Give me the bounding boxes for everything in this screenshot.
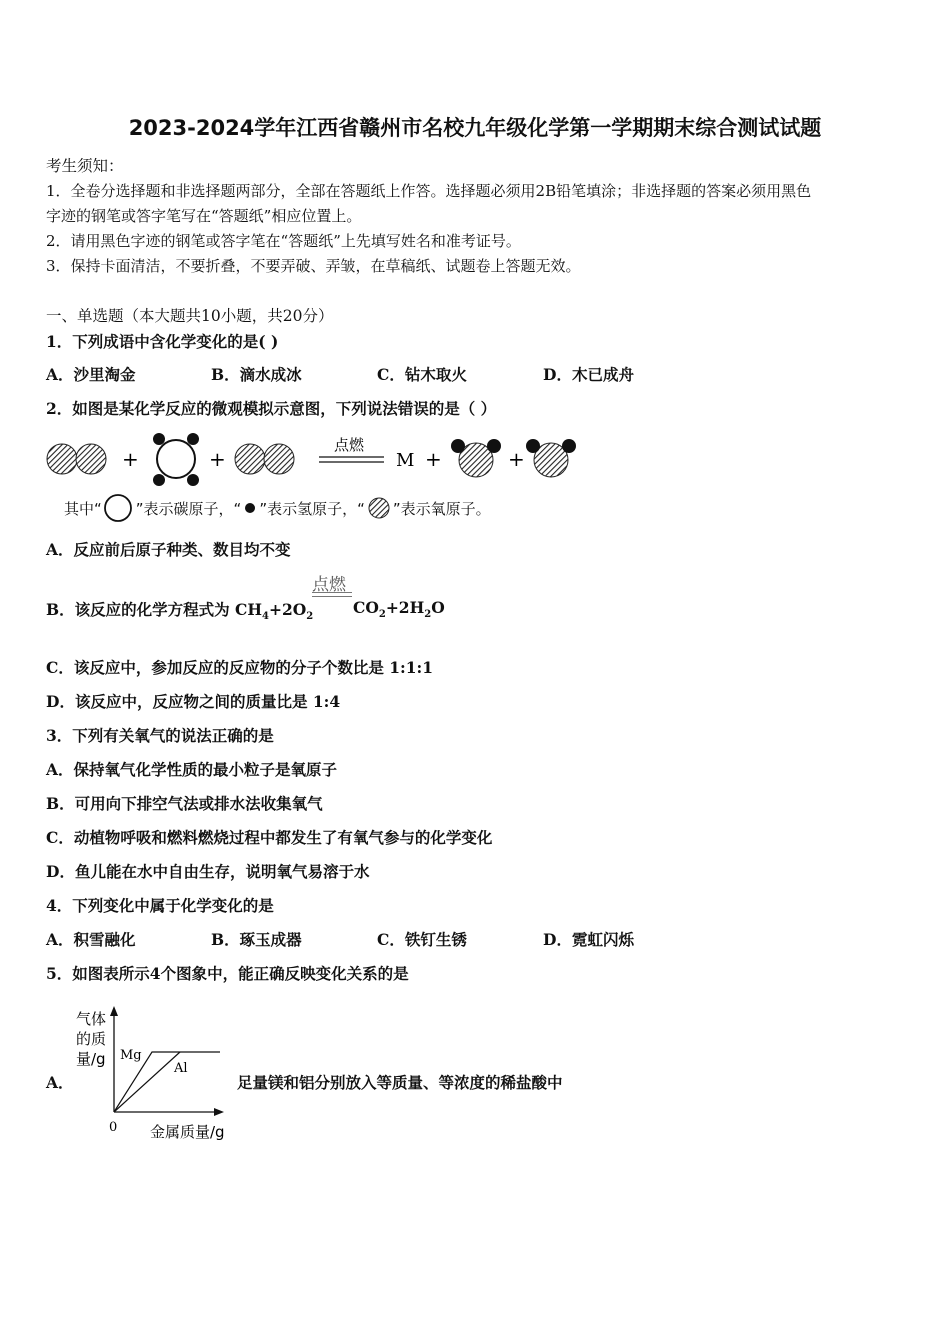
q2-b-sub2: 2 (306, 611, 314, 623)
q5-option-a-text[interactable]: 足量镁和铝分别放入等质量、等浓度的稀盐酸中 (237, 1073, 563, 1092)
q2-option-c[interactable]: C．该反应中，参加反应的反应物的分子个数比是 1:1:1 (46, 658, 434, 677)
q2-option-a[interactable]: A．反应前后原子种类、数目均不变 (46, 540, 291, 559)
graph-ylabel-1: 气体 (76, 1010, 107, 1028)
water-molecule-icon (451, 439, 501, 477)
q2-b-h2: 2 (424, 609, 432, 621)
q2-b-co2: 2 (378, 609, 386, 621)
q5-option-a-label[interactable]: A． (46, 1073, 74, 1092)
graph-origin: 0 (109, 1120, 118, 1135)
q5-graph-a (72, 1004, 242, 1144)
oxygen-molecule-icon-2 (235, 444, 294, 474)
atom-legend (64, 493, 491, 523)
graph-x-arrow (214, 1108, 224, 1116)
q4-option-d[interactable]: D．霓虹闪烁 (543, 930, 634, 949)
reaction-condition: 点燃 (334, 436, 365, 454)
q4-option-a[interactable]: A．积雪融化 (46, 930, 136, 949)
legend-carbon: ”表示碳原子，“ (135, 499, 242, 518)
q3-option-c[interactable]: C．动植物呼吸和燃料燃烧过程中都发生了有氧气参与的化学变化 (46, 828, 493, 847)
q1-stem: 1．下列成语中含化学变化的是( ) (46, 332, 279, 351)
methane-molecule-icon (153, 433, 199, 486)
q2-option-d[interactable]: D．该反应中，反应物之间的质量比是 1:4 (46, 692, 341, 711)
water-molecule-icon-2 (526, 439, 576, 477)
legend-prefix: 其中“ (64, 499, 102, 518)
graph-series-mg-label: Mg (120, 1048, 142, 1063)
notice-line-3: 3．保持卡面清洁，不要折叠，不要弄破、弄皱，在草稿纸、试题卷上答题无效。 (46, 257, 581, 275)
q3-option-b[interactable]: B．可用向下排空气法或排水法收集氧气 (46, 794, 323, 813)
plus-sign-2: + (209, 447, 226, 471)
section-heading: 一、单选题（本大题共10小题，共20分） (46, 307, 334, 325)
q3-option-d[interactable]: D．鱼儿能在水中自由生存，说明氧气易溶于水 (46, 862, 370, 881)
q2-b-co: CO (353, 598, 379, 617)
q2-b-condition: 点燃 (312, 575, 346, 595)
plus-sign-1: + (122, 447, 139, 471)
notice-line-1a: 1．全卷分选择题和非选择题两部分，全部在答题纸上作答。选择题必须用2B铅笔填涂；非选择题的答案必须用黑色 (46, 182, 812, 200)
q1-option-d[interactable]: D．木已成舟 (543, 365, 634, 384)
graph-series-al-label: Al (174, 1061, 188, 1076)
q5-stem: 5．如图表所示4个图象中，能正确反映变化关系的是 (46, 964, 409, 983)
page-title: 2023-2024学年江西省赣州市名校九年级化学第一学期期末综合测试试题 (128, 116, 822, 140)
product-m: M (396, 450, 415, 471)
q1-option-b[interactable]: B．滴水成冰 (211, 365, 302, 384)
q2-b-sub4: 4 (261, 611, 269, 623)
q4-option-c[interactable]: C．铁钉生锈 (377, 930, 467, 949)
oxygen-atom-icon (365, 493, 393, 523)
q2-b-mid: +2O (268, 600, 307, 619)
notice-line-1b: 字迹的钢笔或答字笔写在“答题纸”相应位置上。 (46, 207, 362, 225)
hydrogen-atom-icon (241, 493, 259, 523)
oxygen-molecule-icon (47, 444, 106, 474)
q3-stem: 3．下列有关氧气的说法正确的是 (46, 726, 274, 745)
graph-xlabel: 金属质量/g (150, 1123, 225, 1141)
plus-sign-4: + (508, 447, 525, 471)
notice-heading: 考生须知： (46, 157, 124, 175)
q2-stem: 2．如图是某化学反应的微观模拟示意图，下列说法错误的是（ ） (46, 399, 497, 418)
legend-oxygen: ”表示氧原子。 (392, 499, 491, 518)
carbon-atom-icon (102, 493, 136, 523)
plus-sign-3: + (425, 447, 442, 471)
q2-b-o: O (431, 598, 445, 617)
q3-option-a[interactable]: A．保持氧气化学性质的最小粒子是氧原子 (46, 760, 338, 779)
graph-ylabel-3: 量/g (76, 1050, 106, 1068)
q1-option-a[interactable]: A．沙里淘金 (46, 365, 136, 384)
q2-b-prefix: B．该反应的化学方程式为 CH (46, 600, 262, 619)
q2-b-h: +2H (385, 598, 425, 617)
reaction-diagram (44, 428, 584, 488)
graph-ylabel-2: 的质 (76, 1030, 107, 1048)
legend-hydrogen: ”表示氢原子，“ (259, 499, 365, 518)
q4-option-b[interactable]: B．琢玉成器 (211, 930, 302, 949)
q4-stem: 4．下列变化中属于化学变化的是 (46, 896, 274, 915)
q1-option-c[interactable]: C．钻木取火 (377, 365, 467, 384)
graph-y-arrow (110, 1006, 118, 1016)
notice-line-2: 2．请用黑色字迹的钢笔或答字笔在“答题纸”上先填写姓名和准考证号。 (46, 232, 521, 250)
